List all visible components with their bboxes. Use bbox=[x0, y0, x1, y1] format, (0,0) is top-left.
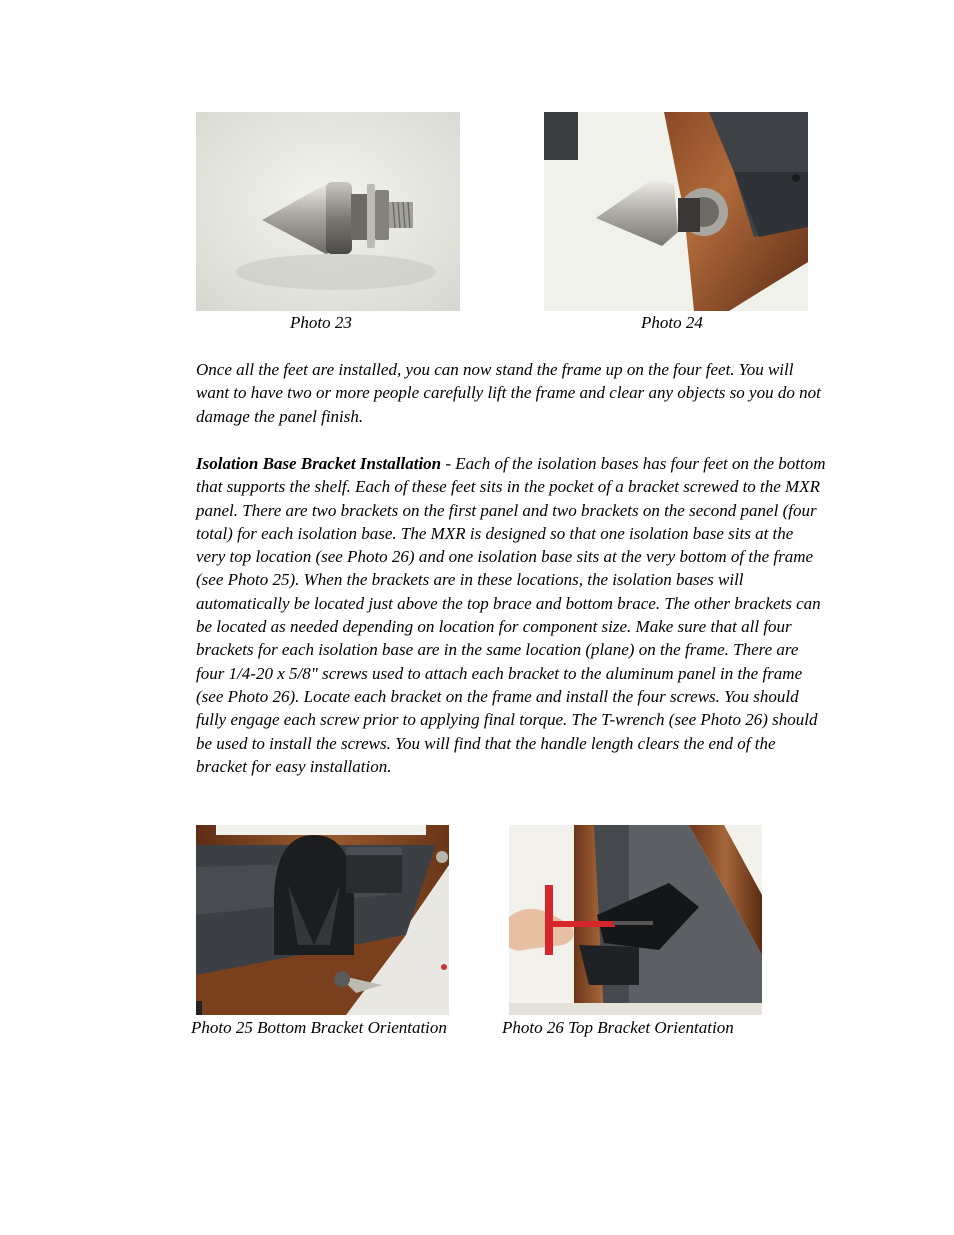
photo-25 bbox=[196, 825, 449, 1015]
photo-26 bbox=[509, 825, 762, 1015]
photo-24-caption: Photo 24 bbox=[641, 313, 703, 332]
photo-26-caption: Photo 26 Top Bracket Orientation bbox=[502, 1018, 734, 1037]
photo-25-caption: Photo 25 Bottom Bracket Orientation bbox=[191, 1018, 447, 1037]
bracket-installation-paragraph bbox=[196, 452, 826, 778]
photo-24 bbox=[544, 112, 808, 311]
section-body: - Each of the isolation bases has four feet on the bottom that supports the shelf. Each of these feet sits in the pocket of a bracket screwed to the MXR panel. There are two brackets on the first panel and two brackets on the second panel (four total) for each isolation base. The MXR is designed so that one isolation base sits at the very top location (see Photo 26) and one isolation base sits at the very bottom of the frame (see Photo 25). When the brackets are in these locations, the isolation bases will automatically be located just above the top brace and bottom brace. The other brackets can be located as needed depending on location for component size. Make sure that all four brackets for each isolation base are in the same location (plane) on the frame. There are four 1/4-20 x 5/8" screws used to attach each bracket to the aluminum panel in the frame (see Photo 26). Locate each bracket on the frame and install the four screws. You should fully engage each screw prior to applying final torque. The T-wrench (see Photo 26) should be used to install the screws. You will find that the handle length clears the end of the bracket for easy installation. bbox=[196, 454, 826, 776]
intro-paragraph: Once all the feet are installed, you can now stand the frame up on the four feet. You will want to have two or more people carefully lift the frame and clear any objects so you do not damage the panel finish. bbox=[196, 360, 821, 426]
section-heading: Isolation Base Bracket Installation bbox=[196, 454, 442, 473]
photo-23-caption: Photo 23 bbox=[290, 313, 352, 332]
photo-23 bbox=[196, 112, 460, 311]
